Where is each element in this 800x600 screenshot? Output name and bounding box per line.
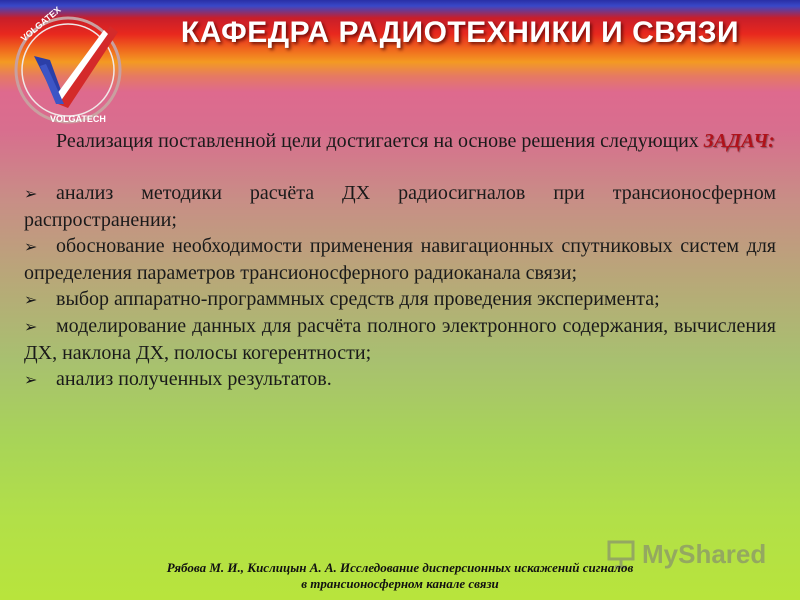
arrow-bullet-icon: ➢ [24, 184, 38, 203]
main-content [24, 128, 776, 393]
list-item-text: анализ полученных результатов. [56, 368, 332, 390]
tasks-heading: ЗАДАЧ: [703, 130, 775, 152]
logo-bottom-text: VOLGATECH [50, 114, 106, 124]
arrow-bullet-icon: ➢ [24, 290, 38, 309]
university-logo [10, 4, 128, 134]
arrow-bullet-icon: ➢ [24, 237, 38, 256]
logo-top-text: VOLGATEX [18, 4, 63, 44]
list-item-text: выбор аппаратно-программных средств для проведения эксперимента; [56, 288, 660, 310]
tasks-list [24, 180, 776, 393]
arrow-bullet-icon: ➢ [24, 317, 38, 336]
list-item [24, 286, 776, 313]
watermark-text: MyShared [642, 538, 767, 569]
list-item [24, 313, 776, 366]
footer-line-2: в трансионосферном канале связи [301, 576, 499, 591]
list-item [24, 233, 776, 286]
intro-paragraph [24, 128, 776, 154]
arrow-bullet-icon: ➢ [24, 370, 38, 389]
footer-citation [60, 560, 740, 592]
list-item-text: моделирование данных для расчёта полного электронного содержания, вычисления ДХ, наклона ДХ, полосы когерентности; [24, 315, 776, 364]
list-item [24, 366, 776, 393]
list-item-text: анализ методики расчёта ДХ радиосигналов при трансионосферном распространении; [24, 182, 776, 231]
page-title: КАФЕДРА РАДИОТЕХНИКИ И СВЯЗИ [180, 16, 740, 49]
intro-text: Реализация поставленной цели достигается на основе решения следующих [56, 130, 704, 152]
footer-line-1: Рябова М. И., Кислицын А. А. Исследование дисперсионных искажений сигналов [166, 560, 634, 575]
list-item [24, 180, 776, 233]
list-item-text: обоснование необходимости применения навигационных спутниковых систем для определения параметров трансионосферного радиоканала связи; [24, 235, 776, 284]
